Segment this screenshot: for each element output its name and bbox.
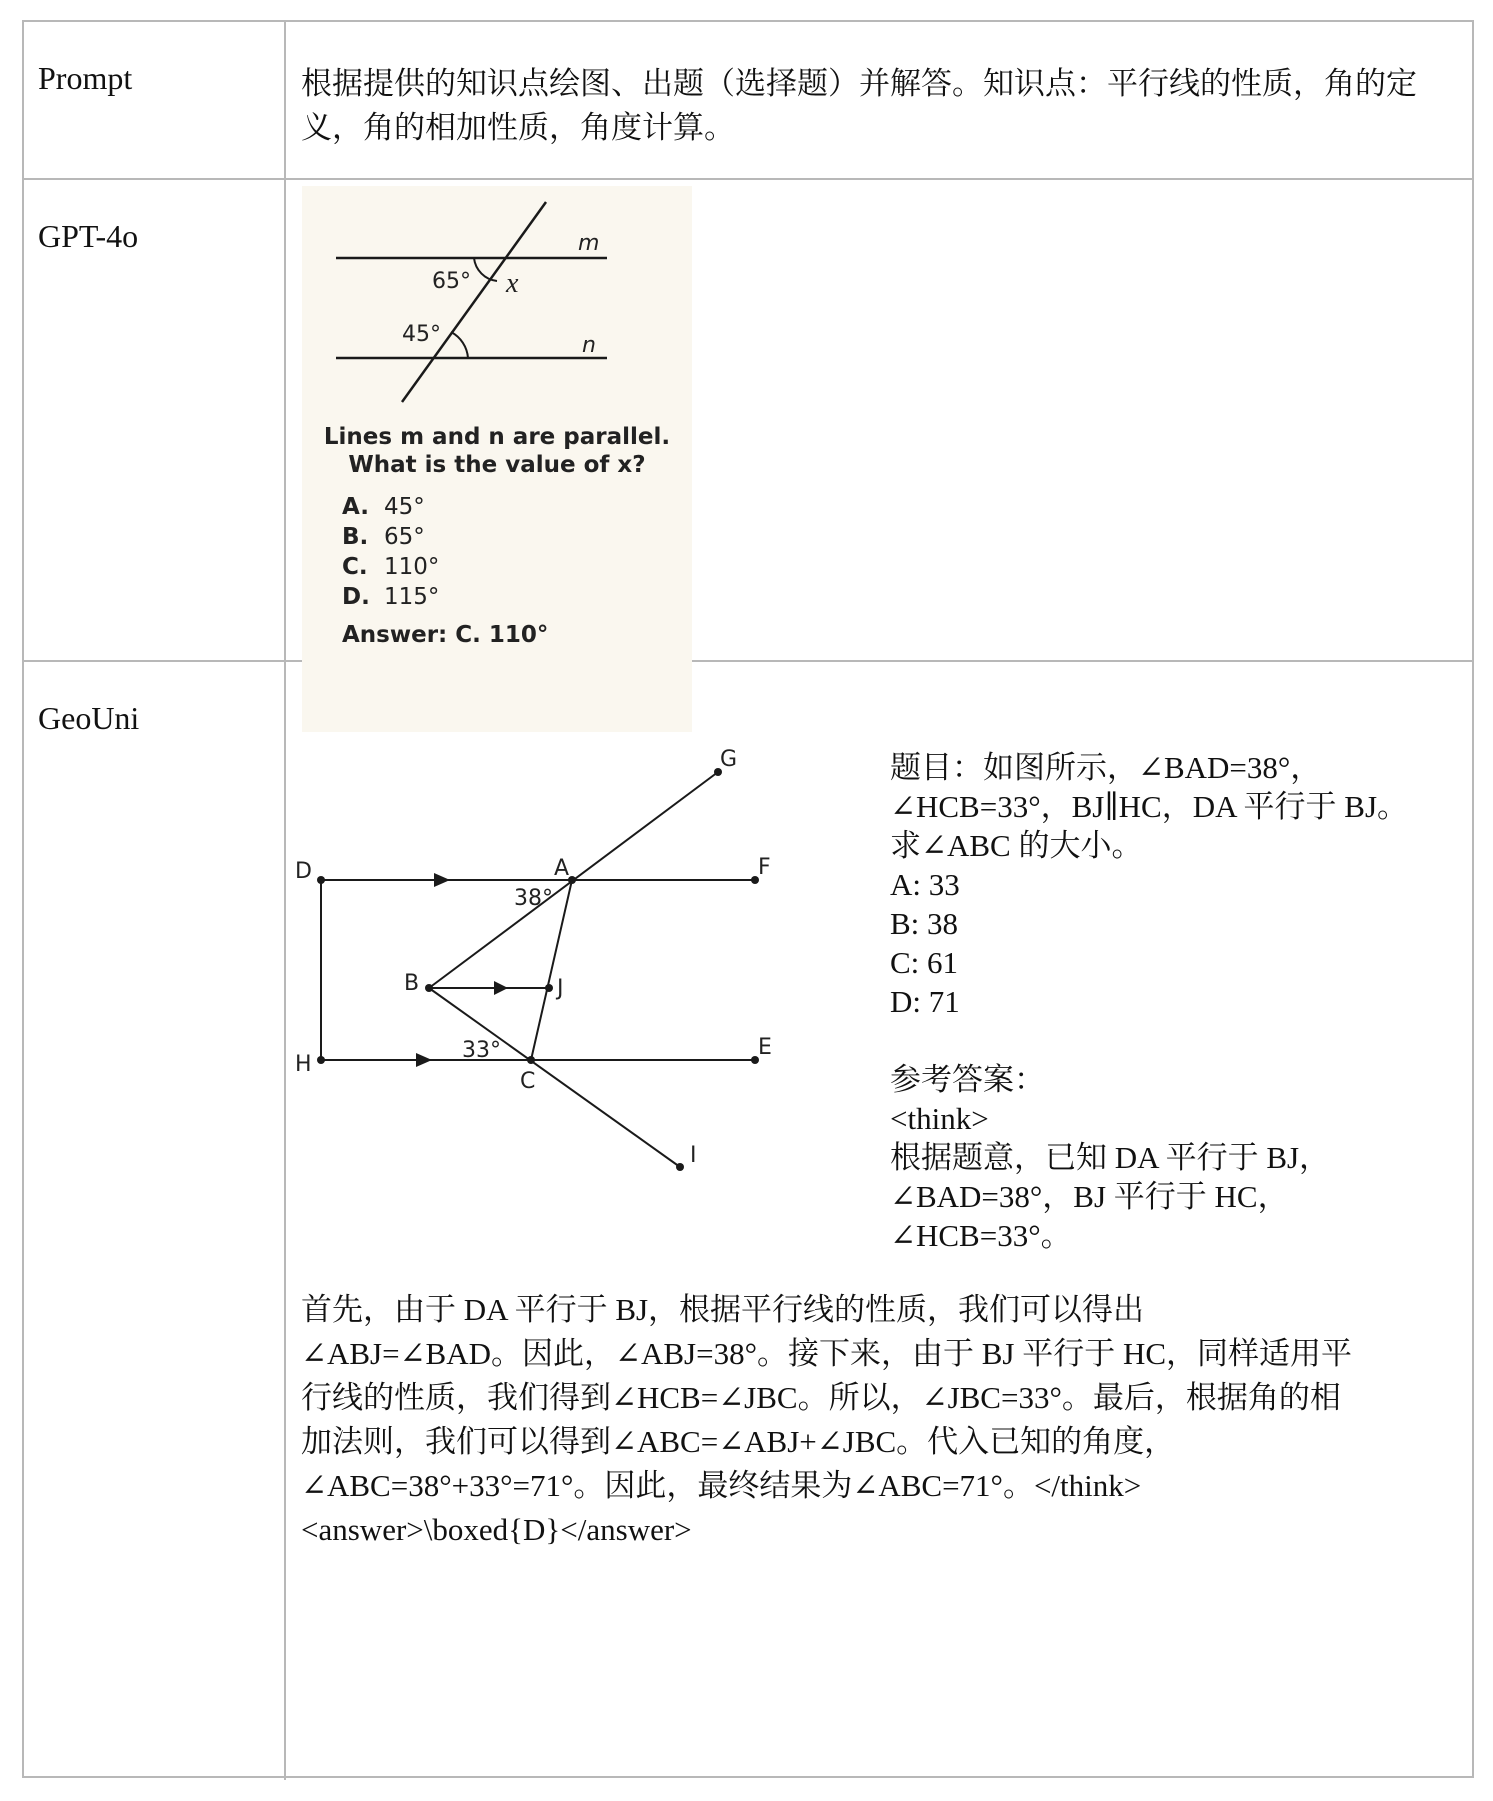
label-E: E: [758, 1035, 772, 1060]
point-B: [425, 984, 433, 992]
line-BI: [429, 988, 680, 1167]
prompt-cell: [286, 22, 1472, 178]
gpt4o-row: [24, 180, 1472, 662]
label-G: G: [720, 747, 738, 772]
side-line: 参考答案：: [890, 1062, 1045, 1097]
option-a: A. 45°: [342, 494, 425, 520]
solution-line: <answer>\boxed{D}</answer>: [301, 1512, 692, 1547]
option-line: D: 71: [890, 984, 960, 1019]
arrow-DF: [434, 873, 450, 887]
side-line: 根据题意，已知 DA 平行于 BJ，: [890, 1140, 1331, 1175]
angle-arc-bottom: [451, 332, 468, 358]
solution-line: 行线的性质，我们得到∠HCB=∠JBC。所以，∠JBC=33°。最后，根据角的相: [301, 1380, 1341, 1415]
point-J: [545, 984, 553, 992]
angle-x-label: x: [506, 268, 519, 299]
solution-line: ∠ABJ=∠BAD。因此，∠ABJ=38°。接下来，由于 BJ 平行于 HC，同样适用平: [301, 1336, 1353, 1371]
angle-arc-top: [474, 258, 497, 281]
label-J: J: [557, 976, 564, 1001]
angle-33-label: 33°: [462, 1038, 501, 1063]
angle-38-label: 38°: [514, 886, 553, 911]
side-line: 求∠ABC 的大小。: [890, 828, 1143, 863]
comparison-table: [22, 20, 1474, 1778]
point-C: [527, 1056, 535, 1064]
solution-line: 加法则，我们可以得到∠ABC=∠ABJ+∠JBC。代入已知的角度，: [301, 1424, 1176, 1459]
blank-line: [890, 1021, 1490, 1060]
label-B: B: [404, 971, 420, 996]
option-line: A: 33: [890, 867, 960, 902]
option-c: C. 110°: [342, 554, 440, 580]
point-I: [676, 1163, 684, 1171]
arrow-HE: [416, 1053, 432, 1067]
label-I: I: [690, 1143, 697, 1168]
question-line-2: What is the value of x?: [348, 452, 646, 478]
side-line: <think>: [890, 1101, 989, 1136]
label-C: C: [520, 1069, 536, 1094]
angle-65-label: 65°: [432, 269, 471, 294]
solution-text: [301, 1288, 1444, 1552]
arrow-BJ: [494, 981, 508, 995]
gpt4o-cell: [286, 180, 1472, 660]
row-label-prompt: Prompt: [24, 22, 286, 178]
option-line: B: 38: [890, 906, 959, 941]
solution-line: 首先，由于 DA 平行于 BJ，根据平行线的性质，我们可以得出: [301, 1292, 1145, 1327]
prompt-text: 根据提供的知识点绘图、出题（选择题）并解答。知识点：平行线的性质，角的定义，角的相加性质，角度计算。: [301, 66, 1417, 145]
question-line-1: Lines m and n are parallel.: [323, 424, 671, 450]
point-D: [317, 876, 325, 884]
solution-line: ∠ABC=38°+33°=71°。因此，最终结果为∠ABC=71°。</think>: [301, 1468, 1142, 1503]
row-label-geouni: GeoUni: [24, 662, 286, 1780]
point-A: [568, 876, 576, 884]
label-A: A: [554, 856, 570, 881]
line-m-label: m: [578, 231, 600, 256]
label-D: D: [295, 859, 312, 884]
option-line: C: 61: [890, 945, 959, 980]
answer-line: Answer: C. 110°: [342, 622, 549, 648]
angle-45-label: 45°: [402, 322, 441, 347]
side-line: ∠HCB=33°，BJ∥HC，DA 平行于 BJ。: [890, 789, 1409, 824]
side-line: ∠HCB=33°。: [890, 1218, 1072, 1253]
option-d: D. 115°: [342, 584, 440, 610]
transversal: [402, 202, 546, 402]
point-H: [317, 1056, 325, 1064]
geouni-row: [24, 662, 1472, 1780]
label-F: F: [758, 855, 771, 880]
geouni-cell: [286, 662, 1472, 1780]
option-b: B. 65°: [342, 524, 425, 550]
question-text: [890, 748, 1490, 1255]
label-H: H: [295, 1052, 312, 1077]
row-label-gpt4o: GPT-4o: [24, 180, 286, 660]
prompt-row: [24, 22, 1472, 180]
side-line: ∠BAD=38°，BJ 平行于 HC，: [890, 1179, 1289, 1214]
side-line: 题目：如图所示，∠BAD=38°，: [890, 750, 1322, 785]
gpt4o-answer-image: [302, 186, 692, 732]
line-n-label: n: [582, 333, 596, 358]
geometry-figure: [286, 662, 886, 1222]
